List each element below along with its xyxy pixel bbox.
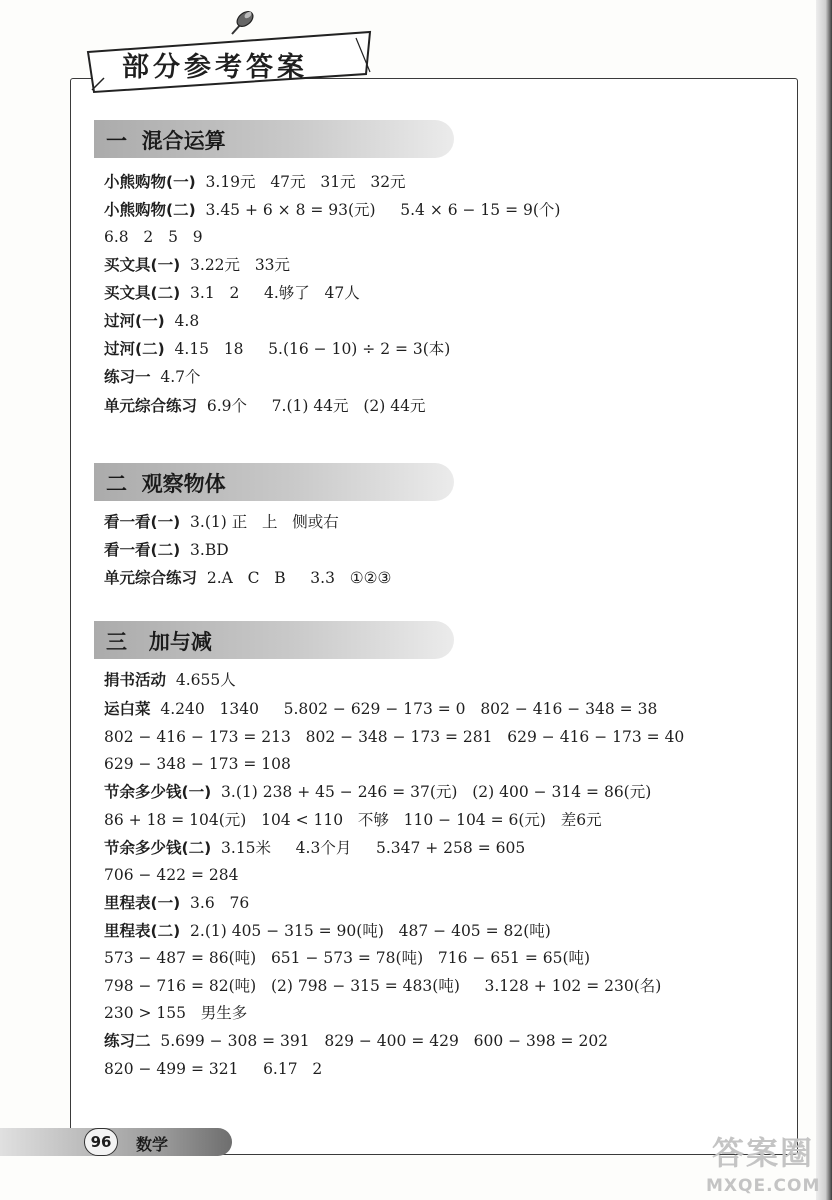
answer-text: 3.(1) 238 + 45 − 246 = 37(元) (2) 400 − 314 = 86(元) — [221, 783, 652, 801]
answer-line — [104, 782, 651, 802]
watermark-logo: 答案圈 — [711, 1134, 814, 1172]
answer-line — [104, 568, 391, 588]
section-heading-text: 三 加与减 — [106, 630, 212, 654]
answer-text: 3.22元 33元 — [190, 256, 291, 274]
answer-text: 6.9个 7.(1) 44元 (2) 44元 — [206, 397, 426, 415]
answer-line — [104, 893, 249, 913]
answer-text: 6.8 2 5 9 — [104, 228, 203, 246]
answer-line — [104, 838, 525, 858]
exercise-label: 单元综合练习 — [104, 569, 198, 587]
section-heading-text: 二 观察物体 — [106, 472, 226, 496]
answer-line — [104, 810, 602, 830]
answer-text: 798 − 716 = 82(吨) (2) 798 − 315 = 483(吨) 3.128 + 102 = 230(名) — [104, 977, 662, 995]
answer-text: 820 − 499 = 321 6.17 2 — [104, 1060, 323, 1078]
exercise-label: 里程表(二) — [104, 922, 181, 940]
page-number: 96 — [84, 1128, 118, 1156]
answer-text: 3.6 76 — [190, 894, 250, 912]
answer-line — [104, 396, 425, 416]
section-heading-3 — [94, 621, 454, 659]
answer-text: 3.(1) 正 上 侧或右 — [190, 513, 339, 531]
answer-line — [104, 865, 238, 885]
watermark — [706, 1128, 820, 1196]
answer-line — [104, 727, 684, 747]
answer-text: 629 − 348 − 173 = 108 — [104, 755, 291, 773]
answer-text: 2.A C B 3.3 ①②③ — [206, 569, 392, 587]
answer-text: 3.1 2 4.够了 47人 — [190, 284, 360, 302]
answer-text: 4.15 18 5.(16 − 10) ÷ 2 = 3(本) — [174, 340, 451, 358]
answer-line — [104, 976, 661, 996]
page-edge-shadow — [816, 0, 832, 1200]
exercise-label: 看一看(二) — [104, 541, 181, 559]
exercise-label: 运白菜 — [104, 700, 151, 718]
exercise-label: 里程表(一) — [104, 894, 181, 912]
answer-text: 4.655人 — [175, 671, 236, 689]
exercise-label: 小熊购物(二) — [104, 201, 196, 219]
answer-line — [104, 339, 450, 359]
watermark-url: MXQE.COM — [706, 1176, 821, 1196]
exercise-label: 节余多少钱(二) — [104, 839, 212, 857]
exercise-label: 捐书活动 — [104, 671, 167, 689]
answer-line — [104, 311, 199, 331]
answer-text: 230 > 155 男生多 — [104, 1004, 248, 1022]
answer-line — [104, 200, 560, 220]
exercise-label: 练习二 — [104, 1032, 151, 1050]
answer-text: 3.19元 47元 31元 32元 — [205, 173, 406, 191]
exercise-label: 买文具(一) — [104, 256, 181, 274]
answer-text: 2.(1) 405 − 315 = 90(吨) 487 − 405 = 82(吨) — [190, 922, 551, 940]
answer-text: 86 + 18 = 104(元) 104 < 110 不够 110 − 104 = 6(元) 差6元 — [104, 811, 602, 829]
subject-label: 数学 — [136, 1135, 169, 1154]
answer-line — [104, 1003, 247, 1023]
answer-text: 3.BD — [190, 541, 229, 559]
answer-text: 706 − 422 = 284 — [104, 866, 239, 884]
answer-line — [104, 283, 360, 303]
answer-line — [104, 367, 201, 387]
answer-line — [104, 670, 236, 690]
answer-line — [104, 948, 590, 968]
exercise-label: 节余多少钱(一) — [104, 783, 212, 801]
answer-text: 3.15米 4.3个月 5.347 + 258 = 605 — [221, 839, 526, 857]
exercise-label: 小熊购物(一) — [104, 173, 196, 191]
answer-line — [104, 540, 229, 560]
answer-line — [104, 512, 339, 532]
exercise-label: 过河(二) — [104, 340, 165, 358]
exercise-label: 过河(一) — [104, 312, 165, 330]
answer-text: 4.240 1340 5.802 − 629 − 173 = 0 802 − 416 − 348 = 38 — [160, 700, 658, 718]
answer-line — [104, 172, 406, 192]
answer-line — [104, 754, 291, 774]
answer-text: 3.45 + 6 × 8 = 93(元) 5.4 × 6 − 15 = 9(个) — [205, 201, 561, 219]
exercise-label: 练习一 — [104, 368, 151, 386]
section-heading-1 — [94, 120, 454, 158]
answer-text: 802 − 416 − 173 = 213 802 − 348 − 173 = 281 629 − 416 − 173 = 40 — [104, 728, 685, 746]
exercise-label: 单元综合练习 — [104, 397, 198, 415]
pushpin-icon — [224, 6, 258, 40]
answer-line — [104, 255, 290, 275]
answer-line — [104, 227, 203, 247]
section-heading-2 — [94, 463, 454, 501]
page-title: 部分参考答案 — [122, 52, 308, 83]
answer-line — [104, 921, 551, 941]
answer-text: 4.8 — [174, 312, 200, 330]
answer-line — [104, 699, 657, 719]
exercise-label: 买文具(二) — [104, 284, 181, 302]
answer-text: 573 − 487 = 86(吨) 651 − 573 = 78(吨) 716 − 651 = 65(吨) — [104, 949, 591, 967]
answer-line — [104, 1031, 608, 1051]
answer-text: 5.699 − 308 = 391 829 − 400 = 429 600 − 398 = 202 — [160, 1032, 609, 1050]
answer-text: 4.7个 — [160, 368, 201, 386]
answer-line — [104, 1059, 322, 1079]
exercise-label: 看一看(一) — [104, 513, 181, 531]
section-heading-text: 一 混合运算 — [106, 129, 226, 153]
